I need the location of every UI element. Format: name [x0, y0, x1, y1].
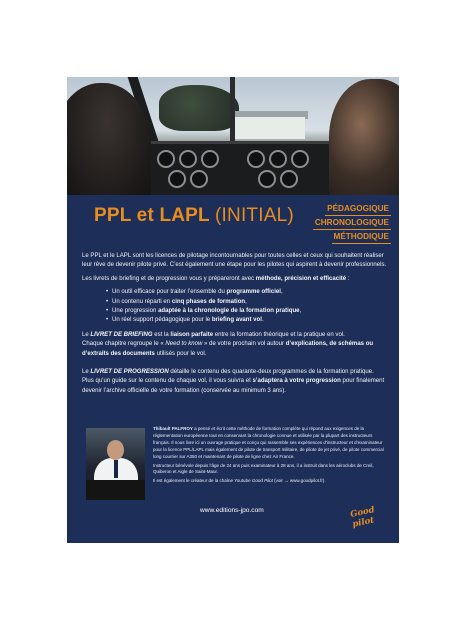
author-bio-3: Il est également le créateur de la chaîne Youtube Good Pilot (voir → www.goodpilot.fr). — [153, 478, 326, 484]
list-item: • Un réel support pédagogique pour le briefing avant vol. — [112, 316, 388, 325]
tag-methodique: MÉTHODIQUE — [332, 232, 392, 244]
author-bio — [153, 426, 389, 487]
author-bio-1: Thibault PALFROY a pensé et écrit cette méthode de formation complète qui répond aux exigences de la réglementation européenne tout en conservant la chronologie connue et utilisée par la plupart des instructeurs français. Il nous livre ici un ouvrage pratique et conçu qui rassemble ses expériences d’instructeur et d’examinateur pour la licence PPL/LAPL mais également de pilote de transport militaire, de pilote de jet privé, de pilote commercial long courrier sur A350 et maintenant de pilote de ligne chez Air France. — [153, 426, 384, 459]
feature-tags — [313, 204, 391, 246]
list-item: • Une progression adaptée à la chronologie de la formation pratique, — [112, 307, 388, 316]
back-cover — [67, 77, 399, 543]
briefing-paragraph: Le LIVRET DE BRIEFING est la liaison parfaite entre la formation théorique et la pratique en vol. Chaque chapitre regroupe le « Need to know » de votre prochain vol autour d’explications, de schémas ou d’extraits des documents utilisés pour le vol. — [82, 331, 374, 357]
cockpit-photo — [67, 77, 399, 195]
author-photo — [86, 428, 145, 500]
tag-chronologique: CHRONOLOGIQUE — [313, 218, 391, 230]
booklets-lead: Les livrets de briefing et de progression vous y prépareront avec méthode, précision et efficacité : — [82, 275, 350, 282]
website-link[interactable]: www.editions-jpo.com — [200, 507, 264, 514]
author-bio-2: Instructeur bénévole depuis l’âge de 24 ans puis examinateur à 28 ans, il a instruit dans les aéroclubs de Creil, Quiberon et Aigle de Saint-Maur. — [153, 462, 374, 475]
page-title: PPL et LAPL (INITIAL) — [94, 205, 294, 226]
list-item: • Un contenu réparti en cinq phases de formation, — [112, 298, 388, 307]
tag-pedagogique: PÉDAGOGIQUE — [325, 204, 391, 216]
list-item: • Un outil efficace pour traiter l’ensemble du programme officiel, — [112, 288, 388, 297]
feature-list — [82, 288, 388, 326]
description — [82, 252, 388, 400]
intro-paragraph: Le PPL et le LAPL sont les licences de pilotage incontournables pour toutes celles et ceux qui souhaitent réaliser leur rêve de devenir pilote privé. C’est également une étape pour les pilotes qui aspirent à devenir professionnels. — [82, 253, 387, 269]
good-pilot-logo: Good pilot — [349, 505, 376, 530]
progression-paragraph: Le LIVRET DE PROGRESSION détaille le contenu des quarante-deux programmes de la formation pratique. Plus qu’un guide sur le contenu de chaque vol, il vous suivra et s’adaptera à votre progression pour finalement devenir l’archive officielle de votre formation (conservée au minimum 3 ans). — [82, 369, 385, 394]
